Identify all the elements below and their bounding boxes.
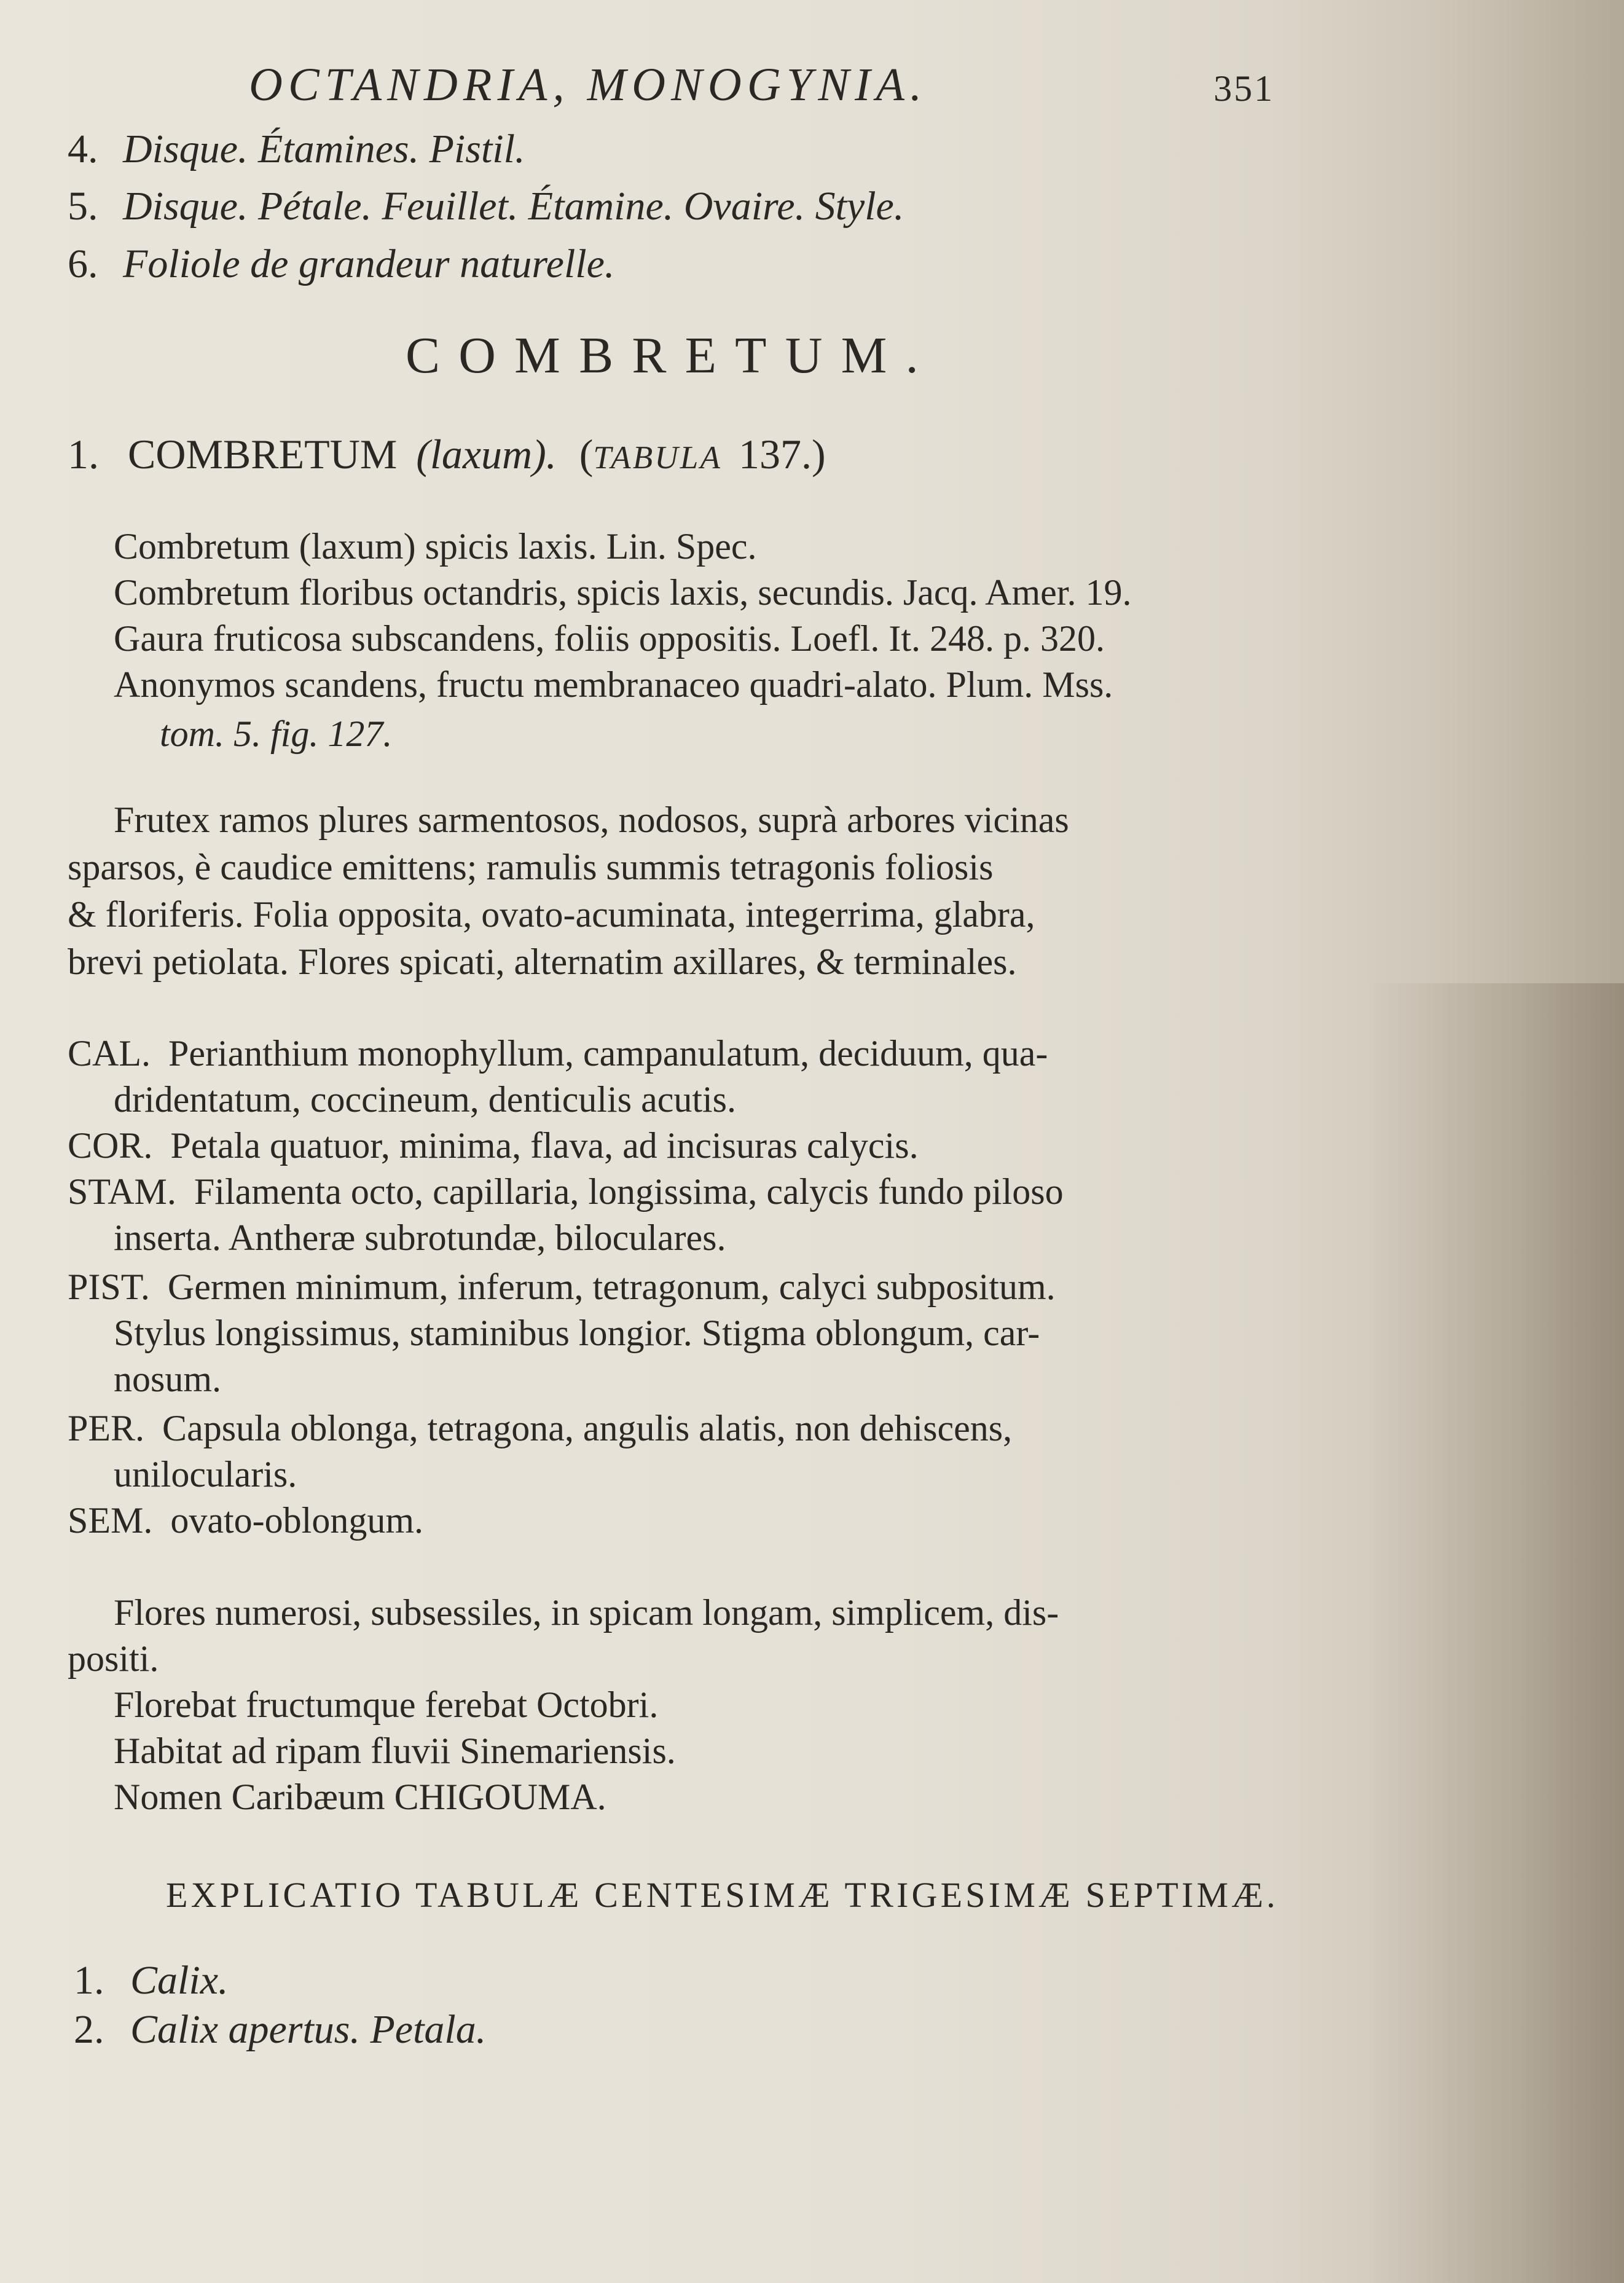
species-epithet: (laxum). (416, 431, 557, 477)
character-row (68, 1125, 919, 1167)
tabula-label: TABULA (593, 440, 723, 476)
character-label: SEM. (68, 1500, 153, 1541)
character-label: STAM. (68, 1171, 176, 1212)
synonym-line: Gaura fruticosa subscandens, foliis oppositis. Loefl. It. 248. p. 320. (114, 618, 1105, 659)
figure-caption: Disque. Pétale. Feuillet. Étamine. Ovaire. Style. (123, 184, 904, 229)
figure-number: 4. (68, 127, 98, 171)
character-row (68, 1266, 1056, 1308)
character-text: Capsula oblonga, tetragona, angulis alatis, non dehiscens, (162, 1408, 1013, 1448)
figure-number: 1. (74, 1958, 104, 2003)
character-text: nosum. (114, 1359, 222, 1399)
note-line: positi. (68, 1638, 159, 1679)
character-text: inserta. Antheræ subrotundæ, biloculares. (114, 1217, 726, 1258)
tabula-open: ( (579, 431, 594, 477)
figure-item (74, 2006, 486, 2053)
tabula-number: 137.) (739, 431, 826, 477)
description-line: brevi petiolata. Flores spicati, alternatim axillares, & terminales. (68, 941, 1017, 982)
plate-explanation-heading: EXPLICATIO TABULÆ CENTESIMÆ TRIGESIMÆ SEPTIMÆ. (166, 1875, 1279, 1915)
character-row (68, 1499, 423, 1542)
character-text: dridentatum, coccineum, denticulis acutis. (114, 1079, 737, 1120)
character-row (68, 1032, 1048, 1075)
character-text: Petala quatuor, minima, flava, ad incisuras calycis. (170, 1125, 919, 1166)
synonym-line: Combretum (laxum) spicis laxis. Lin. Spec. (114, 526, 757, 567)
figure-item (68, 241, 614, 288)
page-number: 351 (1214, 68, 1274, 109)
note-line: Habitat ad ripam fluvii Sinemariensis. (114, 1731, 676, 1771)
character-row (114, 1312, 1040, 1354)
figure-caption: Foliole de grandeur naturelle. (123, 242, 615, 286)
character-row (114, 1079, 736, 1121)
figure-number: 5. (68, 184, 98, 229)
synonym-line: tom. 5. fig. 127. (160, 713, 393, 754)
genus-title: COMBRETUM. (406, 327, 937, 384)
character-row (114, 1217, 726, 1259)
running-head: OCTANDRIA, MONOGYNIA. (249, 59, 928, 111)
species-name: COMBRETUM (128, 431, 398, 477)
note-line: Florebat fructumque ferebat Octobri. (114, 1684, 659, 1725)
character-text: Germen minimum, inferum, tetragonum, calyci subpositum. (167, 1267, 1056, 1307)
description-line: & floriferis. Folia opposita, ovato-acuminata, integerrima, glabra, (68, 894, 1035, 935)
figure-number: 6. (68, 242, 98, 286)
character-text: ovato-oblongum. (170, 1500, 423, 1541)
figure-item (74, 1957, 229, 2004)
note-line: Flores numerosi, subsessiles, in spicam longam, simplicem, dis- (114, 1592, 1059, 1633)
description-line: Frutex ramos plures sarmentosos, nodosos, suprà arbores vicinas (114, 800, 1069, 840)
character-text: unilocularis. (114, 1454, 297, 1495)
character-label: PIST. (68, 1267, 150, 1307)
species-heading (68, 430, 826, 479)
character-text: Filamenta octo, capillaria, longissima, calycis fundo piloso (194, 1171, 1064, 1212)
page-curvature-shadow (1366, 983, 1624, 2283)
synonym-line: Combretum floribus octandris, spicis laxis, secundis. Jacq. Amer. 19. (114, 572, 1132, 613)
character-label: PER. (68, 1408, 145, 1448)
character-row (114, 1453, 297, 1496)
character-row (114, 1358, 221, 1401)
character-row (68, 1171, 1064, 1213)
species-number: 1. (68, 431, 99, 477)
character-label: COR. (68, 1125, 153, 1166)
figure-caption: Calix apertus. Petala. (130, 2007, 487, 2052)
figure-item (68, 126, 525, 173)
figure-caption: Calix. (130, 1958, 229, 2003)
character-text: Stylus longissimus, staminibus longior. Stigma oblongum, car- (114, 1313, 1040, 1353)
character-text: Perianthium monophyllum, campanulatum, deciduum, qua- (168, 1033, 1048, 1074)
character-label: CAL. (68, 1033, 151, 1074)
synonym-line: Anonymos scandens, fructu membranaceo quadri-alato. Plum. Mss. (114, 664, 1113, 705)
description-line: sparsos, è caudice emittens; ramulis summis tetragonis foliosis (68, 847, 994, 887)
character-row (68, 1407, 1012, 1450)
figure-caption: Disque. Étamines. Pistil. (123, 127, 525, 171)
figure-item (68, 183, 904, 230)
note-line: Nomen Caribæum CHIGOUMA. (114, 1777, 606, 1817)
figure-number: 2. (74, 2007, 104, 2052)
